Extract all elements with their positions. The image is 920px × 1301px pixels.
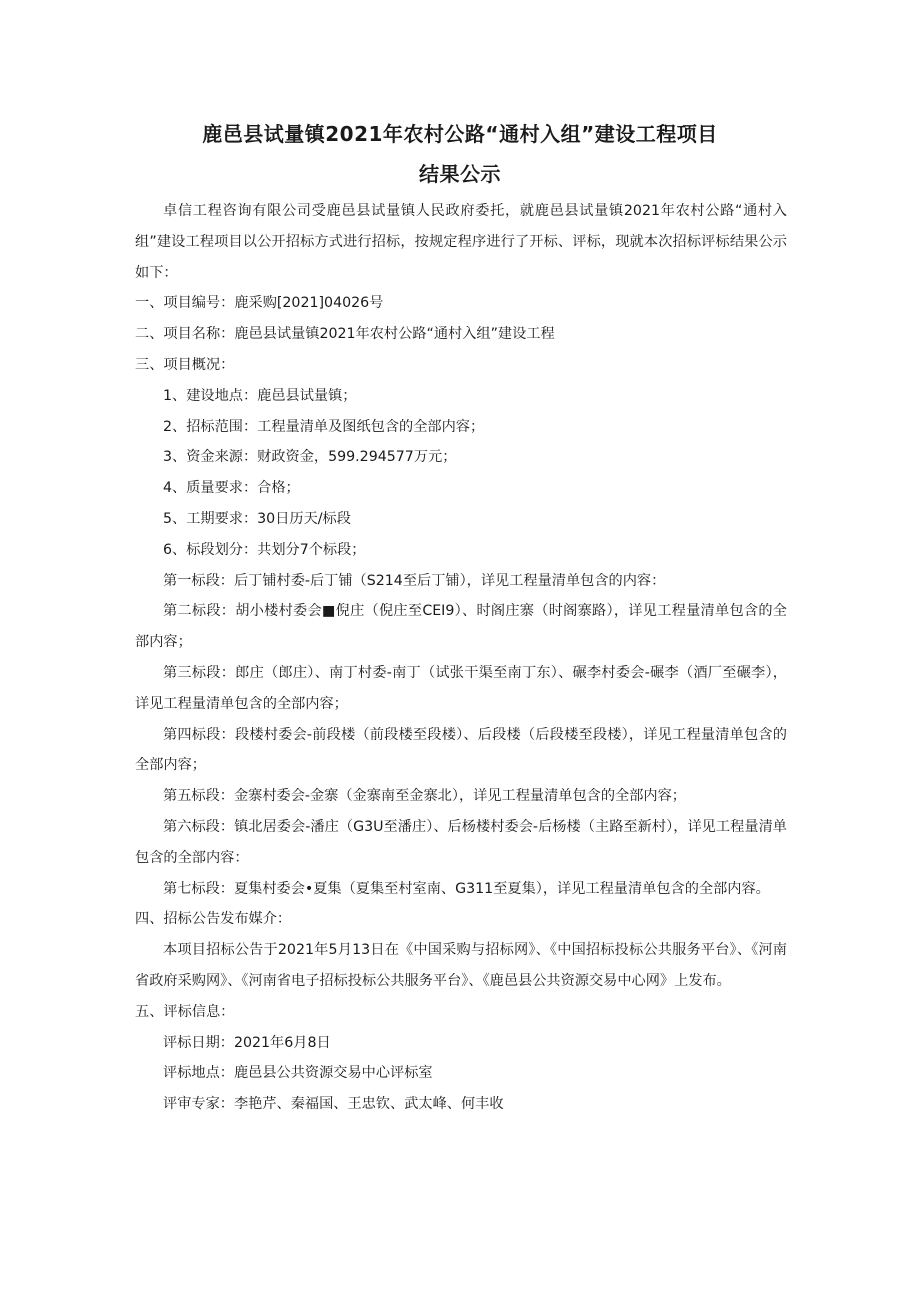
overview-item: 2、招标范围：工程量清单及图纸包含的全部内容； <box>163 418 485 435</box>
lot-paragraph: 第五标段：金寨村委会-金寨（金寨南至金寨北），详见工程量清单包含的全部内容； <box>163 788 686 805</box>
project-name: 二、项目名称：鹿邑县试量镇2021年农村公路“通村入组”建设工程 <box>135 326 555 343</box>
overview-item: 1、建设地点：鹿邑县试量镇； <box>163 387 357 404</box>
document-title: 鹿邑县试量镇2021年农村公路“通村入组”建设工程项目 <box>202 122 718 146</box>
project-number: 一、项目编号：鹿采购[2021]04026号 <box>135 295 384 312</box>
lot-paragraph: 第二标段：胡小楼村委会■倪庄（倪庄至CEI9）、时阁庄寨（时阁寨路），详见工程量清单包含的全部内容； <box>135 603 787 651</box>
overview-item: 5、工期要求：30日历天/标段 <box>163 510 351 527</box>
document-body <box>135 196 787 1120</box>
media-paragraph: 本项目招标公告于2021年5月13日在《中国采购与招标网》、《中国招标投标公共服务平台》、《河南省政府采购网》、《河南省电子招标投标公共服务平台》、《鹿邑县公共资源交易中心网》上发布。 <box>135 942 787 989</box>
overview-item: 4、质量要求：合格； <box>163 480 300 497</box>
document-subtitle: 结果公示 <box>419 162 501 186</box>
overview-item: 3、资金来源：财政资金，599.294577万元； <box>163 449 457 466</box>
evaluation-location: 评标地点：鹿邑县公共资源交易中心评标室 <box>163 1065 433 1082</box>
evaluation-heading: 五、评标信息： <box>135 1003 235 1020</box>
media-heading: 四、招标公告发布媒介： <box>135 911 292 928</box>
evaluation-experts: 评审专家：李艳芹、秦福国、王忠钦、武太峰、何丰收 <box>163 1096 504 1113</box>
lot-paragraph: 第一标段：后丁铺村委-后丁铺（S214至后丁铺），详见工程量清单包含的内容： <box>163 572 666 589</box>
evaluation-date: 评标日期：2021年6月8日 <box>163 1034 331 1051</box>
lot-paragraph: 第三标段：郎庄（郎庄）、南丁村委-南丁（试张干渠至南丁东）、碾李村委会-碾李（酒厂至碾李），详见工程量清单包含的全部内容； <box>135 664 787 712</box>
lot-paragraph: 第七标段：夏集村委会•夏集（夏集至村室南、G311至夏集），详见工程量清单包含的全部内容。 <box>163 880 770 897</box>
lot-paragraph: 第四标段：段楼村委会-前段楼（前段楼至段楼）、后段楼（后段楼至段楼），详见工程量清单包含的全部内容； <box>135 726 787 774</box>
intro-paragraph: 卓信工程咨询有限公司受鹿邑县试量镇人民政府委托，就鹿邑县试量镇2021年农村公路“通村入组”建设工程项目以公开招标方式进行招标，按规定程序进行了开标、评标，现就本次招标评标结果公示如下： <box>135 203 787 281</box>
project-overview-heading: 三、项目概况： <box>135 356 235 373</box>
overview-item: 6、标段划分：共划分7个标段； <box>163 541 366 558</box>
lot-paragraph: 第六标段：镇北居委会-潘庄（G3U至潘庄）、后杨楼村委会-后杨楼（主路至新村），详见工程量清单包含的全部内容： <box>135 818 787 866</box>
